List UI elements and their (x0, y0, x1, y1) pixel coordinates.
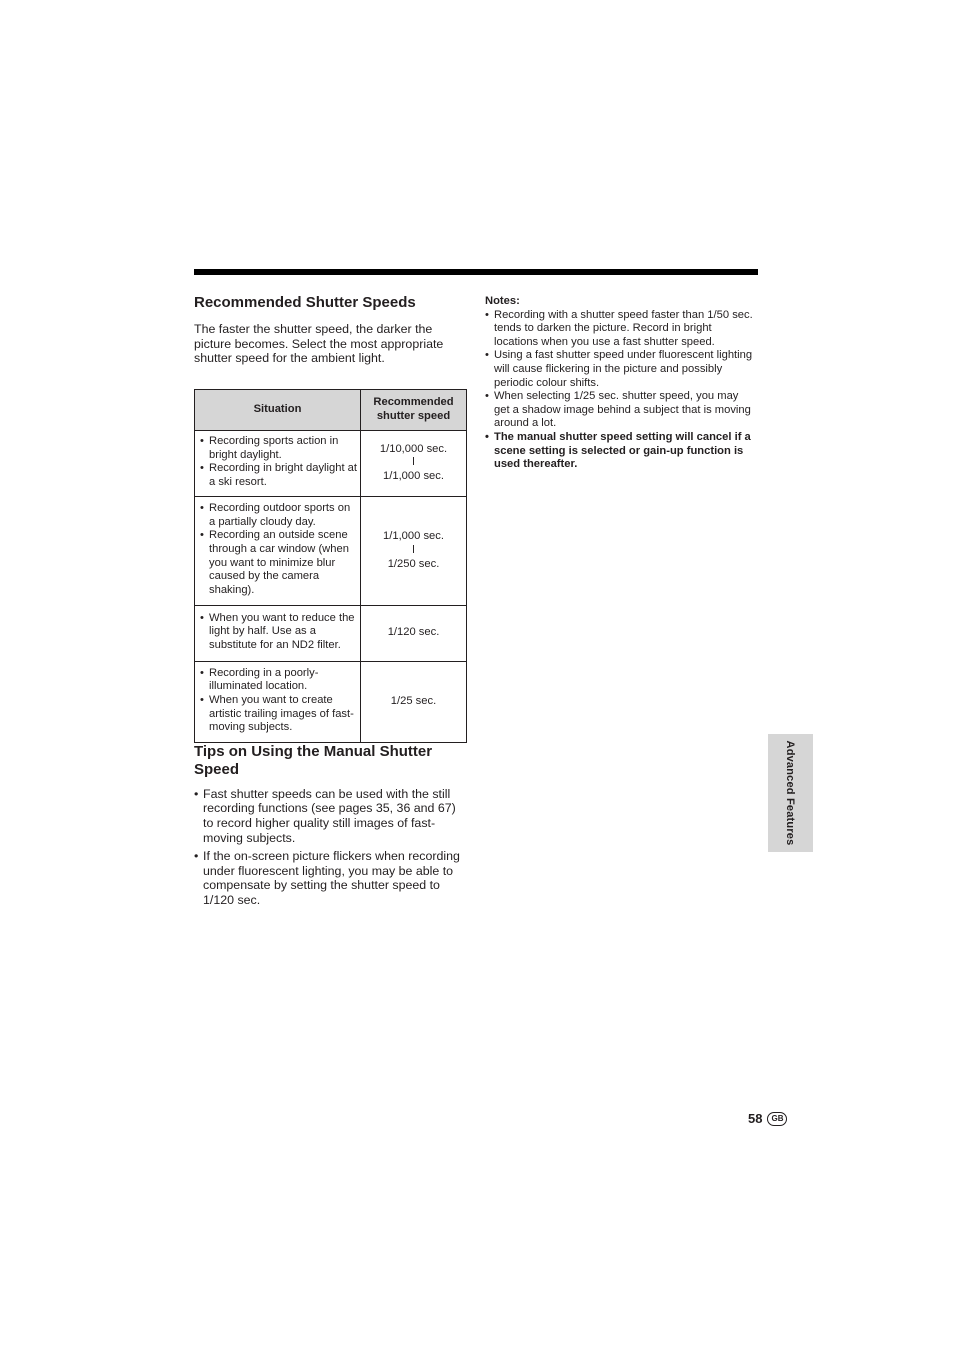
speed-line: 1/25 sec. (390, 694, 437, 707)
list-item: • The manual shutter speed setting will cancel if a scene setting is selected or gain-up function is used thereafter. (485, 431, 753, 472)
speed-line: 1/120 sec. (387, 626, 440, 639)
page-number (748, 1111, 787, 1127)
situation-cell (195, 661, 361, 742)
speed-line: 1/250 sec. (387, 557, 440, 570)
situation-cell (195, 605, 361, 661)
region-badge-icon: GB (767, 1112, 787, 1126)
list-item: • Recording with a shutter speed faster than 1/50 sec. tends to darken the picture. Record in bright locations when you use a fast shutter speed. (485, 309, 753, 350)
situation-item: • Recording in bright daylight at a ski resort. (199, 462, 357, 489)
speed-cell (361, 661, 467, 742)
situation-item: • When you want to create artistic trailing images of fast-moving subjects. (199, 694, 357, 735)
right-column (485, 295, 753, 472)
section-tab-label: Advanced Features (784, 740, 796, 846)
situation-item: • Recording in a poorly-illuminated location. (199, 667, 357, 694)
speed-line: 1/10,000 sec. (379, 442, 448, 455)
notes-list (485, 309, 753, 472)
list-item: • Using a fast shutter speed under fluorescent lighting will cause flickering in the picture and possibly periodic colour shifts. (485, 349, 753, 390)
list-item: • Fast shutter speeds can be used with the still recording functions (see pages 35, 36 and 67) to record higher quality still images of fast-moving subjects. (194, 787, 467, 845)
table-header-row (195, 389, 467, 430)
table-row (195, 430, 467, 496)
list-item: • If the on-screen picture flickers when recording under fluorescent lighting, you may be able to compensate by setting the shutter speed to 1/120 sec. (194, 849, 467, 907)
tips-list (194, 787, 467, 908)
speed-line: 1/1,000 sec. (383, 470, 444, 483)
recommended-intro: The faster the shutter speed, the darker the picture becomes. Select the most appropriate shutter speed for the ambient light. (194, 322, 444, 366)
tips-title: Tips on Using the Manual Shutter Speed (194, 742, 433, 778)
situation-item: • When you want to reduce the light by half. Use as a substitute for an ND2 filter. (199, 612, 357, 653)
section-tab (768, 734, 813, 852)
header-recommended-speed: Recommended shutter speed (361, 389, 467, 430)
left-column (194, 294, 467, 912)
situation-item: • Recording sports action in bright daylight. (199, 435, 357, 462)
speed-cell (361, 605, 467, 661)
table-row (195, 496, 467, 605)
situation-item: • Recording outdoor sports on a partially cloudy day. (199, 502, 357, 529)
speed-cell (361, 430, 467, 496)
page-number-text: 58 (748, 1111, 763, 1126)
top-rule (194, 269, 758, 275)
situation-cell (195, 496, 361, 605)
table-row (195, 661, 467, 742)
header-situation: Situation (195, 389, 361, 430)
shutter-speed-table (194, 389, 467, 743)
recommended-title: Recommended Shutter Speeds (194, 294, 416, 311)
speed-cell (361, 496, 467, 605)
situation-item: • Recording an outside scene through a car window (when you want to minimize blur caused by the camera shaking). (199, 529, 357, 597)
table-row (195, 605, 467, 661)
speed-line: 1/1,000 sec. (383, 530, 444, 543)
situation-cell (195, 430, 361, 496)
speed-range-mark: l (412, 456, 415, 469)
list-item: • When selecting 1/25 sec. shutter speed, you may get a shadow image behind a subject that is moving around a lot. (485, 390, 753, 431)
notes-title: Notes: (485, 295, 520, 307)
speed-range-mark: l (412, 543, 415, 556)
